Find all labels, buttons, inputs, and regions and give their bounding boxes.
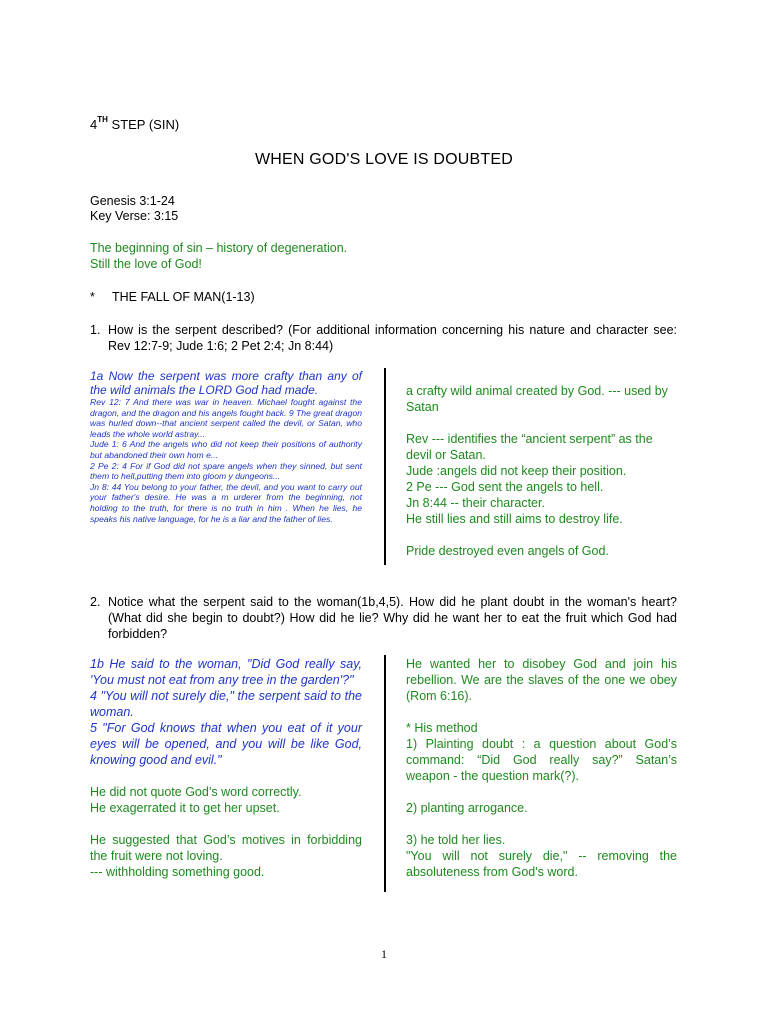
note: * His method [406, 721, 478, 735]
intro-line: The beginning of sin – history of degeneration. [90, 241, 348, 255]
intro [90, 240, 347, 272]
note: --- withholding something good. [90, 865, 265, 879]
scripture-reference [90, 194, 178, 224]
column-divider [384, 655, 386, 892]
question-2 [90, 594, 677, 642]
verse-jn: Jn 8: 44 You belong to your father, the devil, and you want to carry out your father's desire. He was a m urderer from the beginning, not holding to the truth, for there is no truth in him . When he lies, he speaks his native language, for he is a liar and the father of lies. [90, 481, 362, 524]
note: Pride destroyed even angels of God. [406, 544, 609, 558]
note: He suggested that God’s motives in forbidding the fruit were not loving. [90, 833, 362, 863]
section-heading [90, 290, 255, 304]
question-number: 1. [90, 323, 101, 337]
verse-jude: Jude 1: 6 And the angels who did not keep their positions of authority but abandoned their own hom e... [90, 439, 362, 460]
verse-4: 4 "You will not surely die," the serpent said to the woman. [90, 689, 362, 719]
verse-5: 5 "For God knows that when you eat of it your eyes will be opened, and you will be like God, knowing good and evil." [90, 721, 362, 767]
column-divider [384, 368, 386, 565]
note: 3) he told her lies. [406, 833, 506, 847]
step-ordinal: TH [97, 115, 108, 124]
q2-scripture-column [90, 656, 362, 880]
bullet-icon: * [90, 290, 95, 304]
note: Jude :angels did not keep their position. [406, 464, 627, 478]
question-1 [90, 322, 677, 354]
verse-main: 1a Now the serpent was more crafty than any of the wild animals the LORD God had made. [90, 369, 362, 397]
page-title: WHEN GOD'S LOVE IS DOUBTED [254, 151, 514, 168]
q2-notes-column [406, 656, 677, 880]
verse-1b: 1b He said to the woman, "Did God really say, 'You must not eat from any tree in the garden'?" [90, 657, 362, 687]
verse-2pe: 2 Pe 2: 4 For if God did not spare angels when they sinned, but sent them to hell,putting them into gloom y dungeons... [90, 460, 362, 482]
note: Jn 8:44 -- their character. [406, 496, 545, 510]
q1-scripture-column [90, 369, 362, 524]
q1-notes-column [406, 383, 677, 559]
note: Rev --- identifies the “ancient serpent” as the devil or Satan. [406, 432, 653, 462]
page-number: 1 [381, 947, 387, 961]
note: "You will not surely die," -- removing the absoluteness from God's word. [406, 849, 677, 879]
note: a crafty wild animal created by God. --- used by Satan [406, 384, 668, 414]
intro-line: Still the love of God! [90, 257, 202, 271]
note: He still lies and still aims to destroy life. [406, 512, 623, 526]
note: He exagerrated it to get her upset. [90, 801, 280, 815]
note: He wanted her to disobey God and join his rebellion. We are the slaves of the one we obey (Rom 6:16). [406, 657, 677, 703]
verse-rev: Rev 12: 7 And there was war in heaven. Michael fought against the dragon, and the dragon and his angels fought back. 9 The great dragon was hurled down--that ancient serpent called the devil, or Satan, who leads the whole world astray... [90, 397, 362, 439]
step-number: 4 [90, 117, 98, 132]
question-text: Notice what the serpent said to the woman(1b,4,5). How did he plant doubt in the woman's heart? (What did she begin to doubt?) How did he lie? Why did he want her to eat the fruit which God had forbidden? [108, 595, 677, 641]
note: 2) planting arrogance. [406, 801, 528, 815]
question-number: 2. [90, 595, 101, 609]
note: He did not quote God’s word correctly. [90, 785, 302, 799]
step-label [90, 117, 179, 132]
key-verse: Key Verse: 3:15 [90, 209, 179, 223]
step-text: STEP (SIN) [107, 117, 180, 132]
note: 1) Plainting doubt : a question about God’s command: “Did God really say?” Satan’s weapon - the question mark(?). [406, 737, 677, 783]
section-heading-text: THE FALL OF MAN(1-13) [112, 290, 255, 304]
note: 2 Pe --- God sent the angels to hell. [406, 480, 604, 494]
question-text: How is the serpent described? (For additional information concerning his nature and character see: Rev 12:7-9; Jude 1:6; 2 Pet 2:4; Jn 8:44) [108, 323, 677, 353]
passage: Genesis 3:1-24 [90, 194, 175, 208]
